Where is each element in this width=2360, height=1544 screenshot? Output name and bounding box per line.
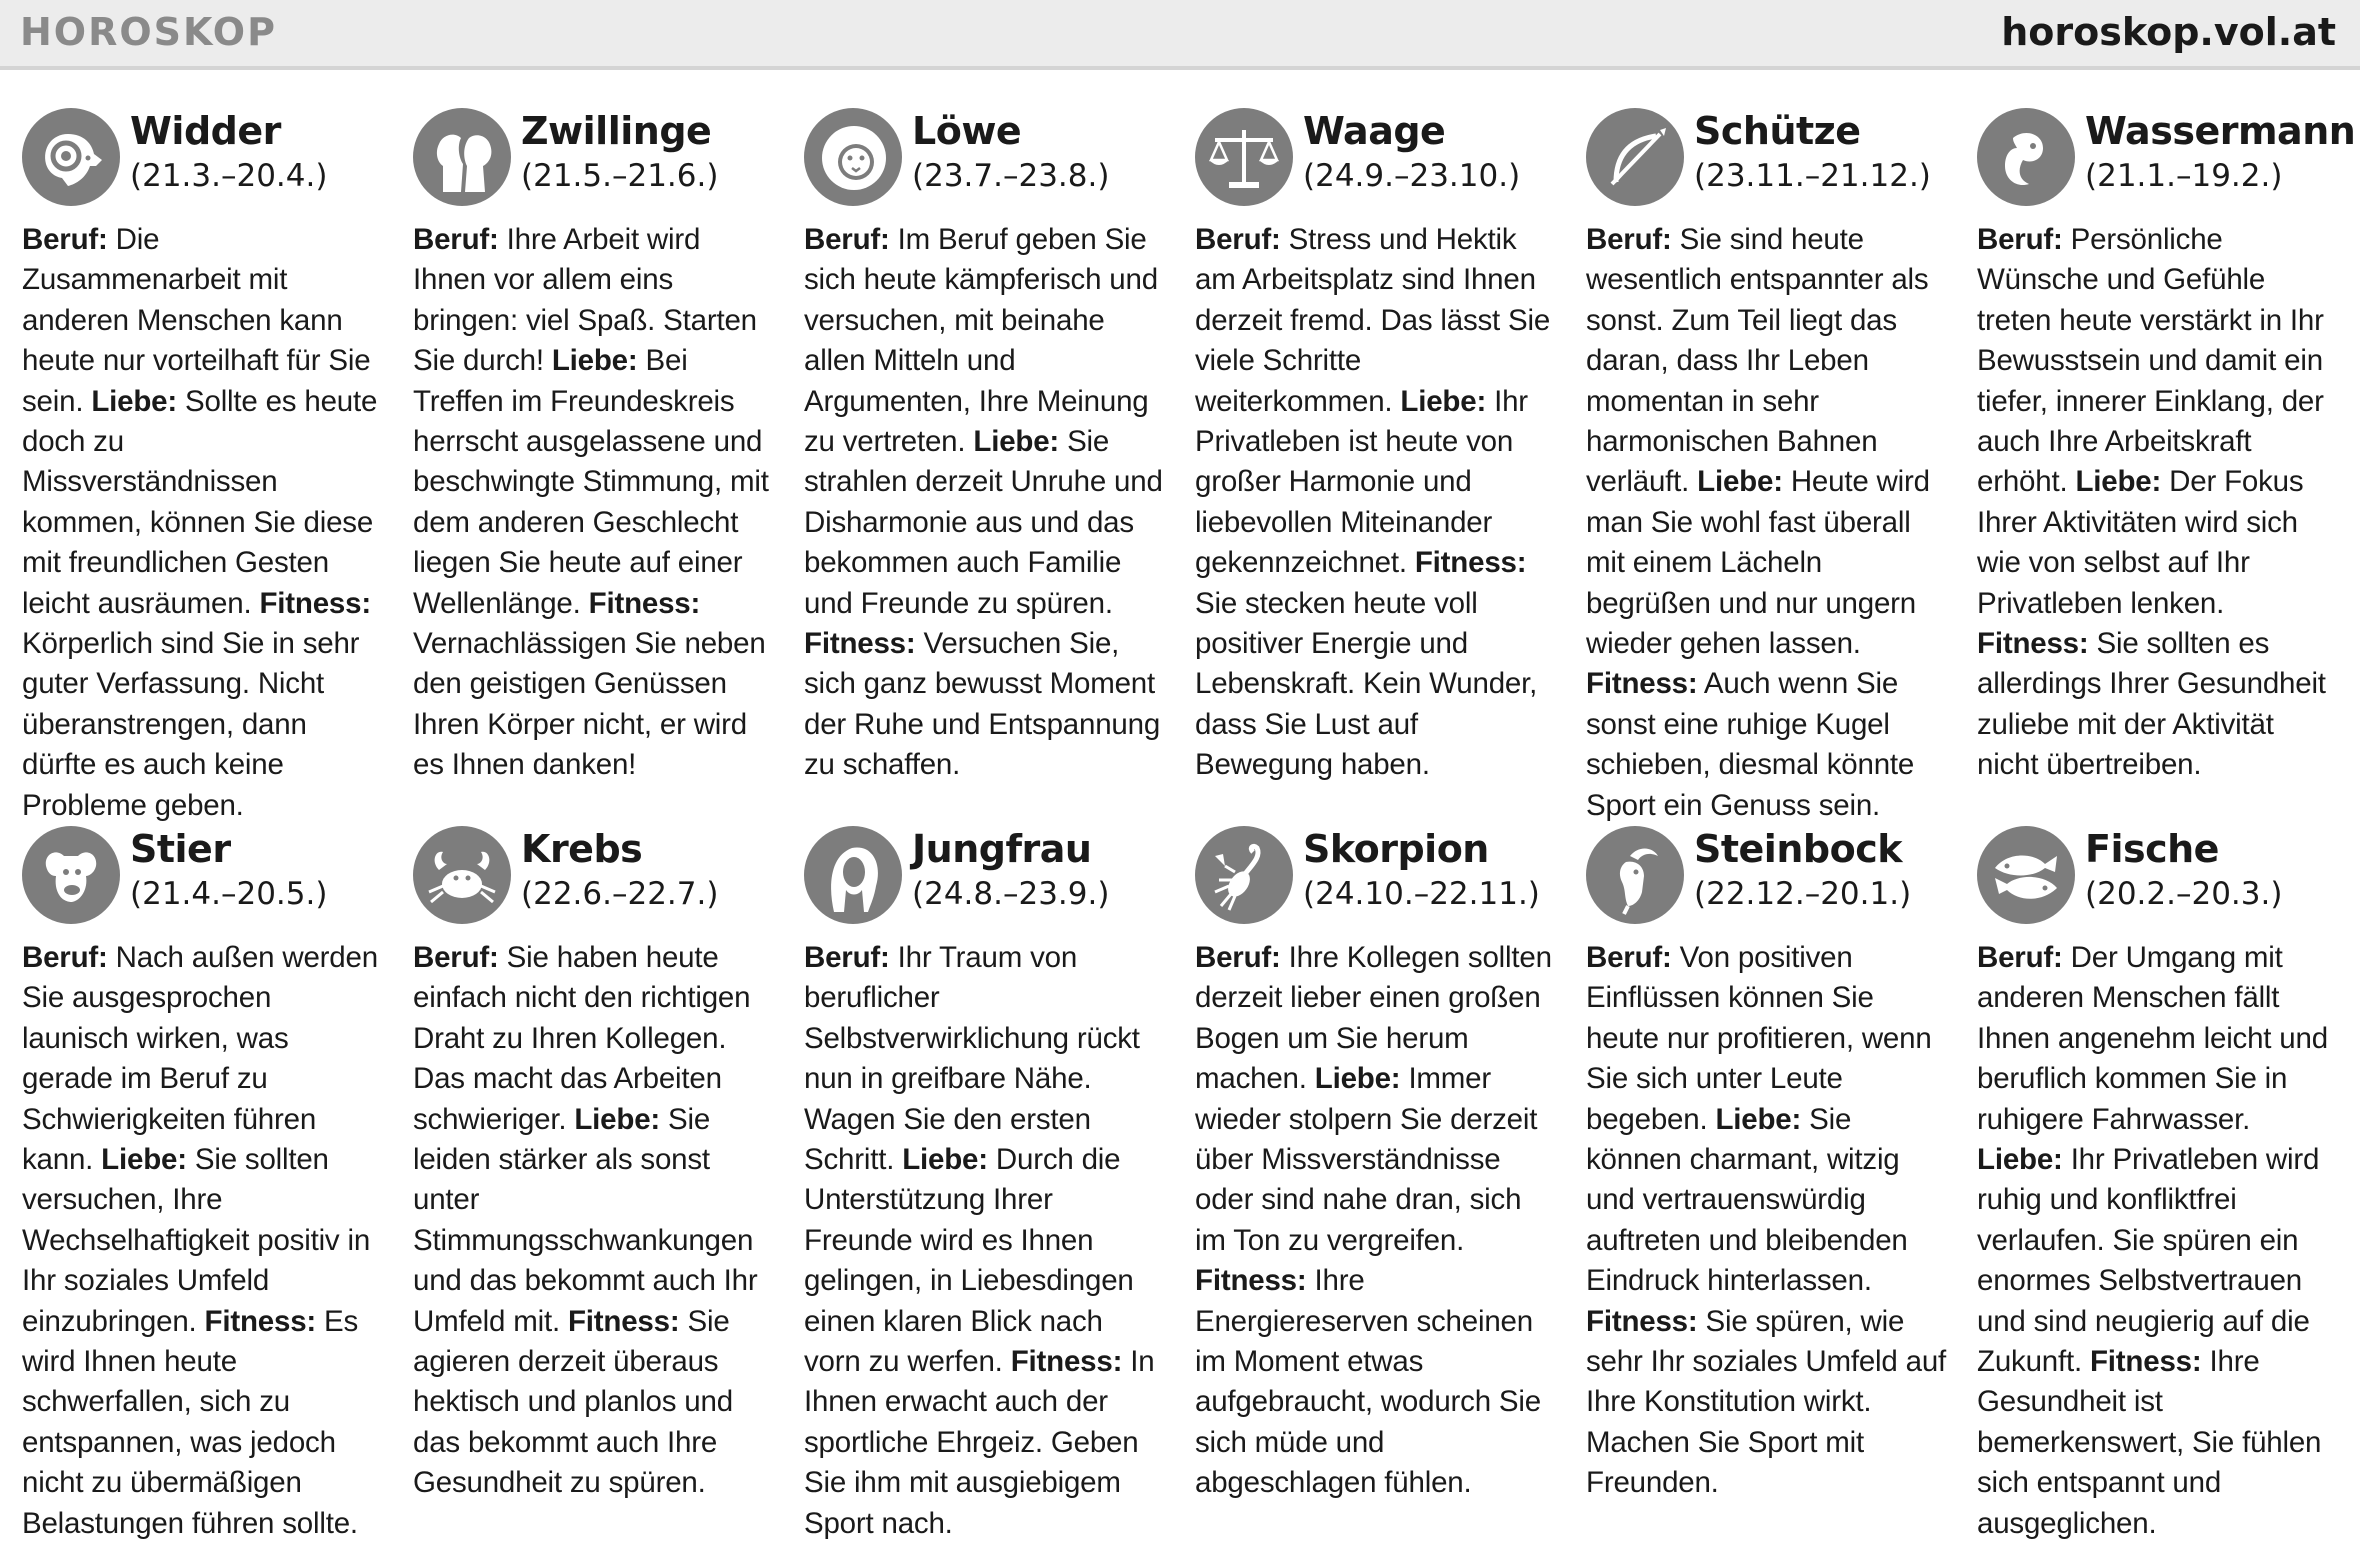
scales-icon bbox=[1195, 108, 1293, 206]
sign-header bbox=[1195, 826, 1557, 938]
sign-dates: (21.5.–21.6.) bbox=[521, 158, 719, 194]
sign-dates: (20.2.–20.3.) bbox=[2085, 876, 2283, 912]
beruf-label: Beruf: bbox=[413, 223, 499, 256]
fitness-text: Auch wenn Sie sonst eine ruhige Kugel schieben, diesmal könnte Sport ein Genuss sein. bbox=[1586, 667, 1915, 822]
sign-name: Fische bbox=[2085, 827, 2219, 871]
beruf-text: Von positiven Einflüssen können Sie heute nur profitieren, wenn Sie sich unter Leute begeben. bbox=[1586, 941, 1932, 1136]
horoscope-text bbox=[22, 220, 384, 826]
sign-krebs bbox=[413, 826, 775, 1504]
liebe-label: Liebe: bbox=[1314, 1062, 1401, 1096]
fitness-label: Fitness: bbox=[567, 1304, 680, 1338]
sign-name: Zwillinge bbox=[521, 109, 712, 153]
liebe-label: Liebe: bbox=[1977, 1143, 2063, 1177]
sign-dates: (21.4.–20.5.) bbox=[130, 876, 328, 912]
water-bearer-icon bbox=[1977, 108, 2075, 206]
horoscope-text bbox=[1195, 220, 1557, 786]
beruf-text: Persönliche Wünsche und Gefühle treten heute verstärkt in Ihr Bewusstsein und damit ein tiefer, innerer Einklang, der auch Ihre Arbeitskraft erhöht. bbox=[1977, 223, 2324, 499]
liebe-text: Sie sollten versuchen, Ihre Wechselhaftigkeit positiv in Ihr soziales Umfeld einzubringen. bbox=[22, 1143, 371, 1338]
liebe-label: Liebe: bbox=[574, 1102, 661, 1136]
liebe-text: Der Fokus Ihrer Aktivitäten wird sich wie von selbst auf Ihr Privatleben lenken. bbox=[1977, 465, 2304, 620]
horoscope-text bbox=[1977, 220, 2339, 786]
beruf-label: Beruf: bbox=[1195, 941, 1281, 974]
sign-header bbox=[1977, 826, 2339, 938]
horoscope-text bbox=[1977, 938, 2339, 1544]
sign-dates: (24.8.–23.9.) bbox=[912, 876, 1110, 912]
sign-fische bbox=[1977, 826, 2339, 1544]
fitness-label: Fitness: bbox=[1977, 627, 2089, 661]
page-header bbox=[0, 0, 2360, 70]
sign-dates: (24.10.–22.11.) bbox=[1303, 876, 1540, 912]
sign-name: Jungfrau bbox=[912, 827, 1092, 871]
sign-dates: (22.6.–22.7.) bbox=[521, 876, 719, 912]
horoscope-text bbox=[804, 220, 1166, 786]
fitness-text: Ihre Gesundheit ist bemerkenswert, Sie fühlen sich entspannt und ausgeglichen. bbox=[1977, 1345, 2322, 1540]
beruf-text: Der Umgang mit anderen Menschen fällt Ihnen angenehm leicht und beruflich kommen Sie in ruhigere Fahrwasser. bbox=[1977, 941, 2328, 1136]
sign-wassermann bbox=[1977, 108, 2356, 786]
fitness-text: Sie agieren derzeit überaus hektisch und planlos und das bekommt auch Ihre Gesundheit zu spüren. bbox=[413, 1304, 733, 1500]
fitness-text: Es wird Ihnen heute schwerfallen, sich zu entspannen, was jedoch nicht zu übermäßigen Belastungen führen sollte. bbox=[22, 1304, 359, 1540]
beruf-label: Beruf: bbox=[413, 941, 499, 974]
liebe-label: Liebe: bbox=[902, 1143, 988, 1177]
sign-dates: (23.11.–21.12.) bbox=[1694, 158, 1931, 194]
sign-header bbox=[413, 826, 775, 938]
sign-dates: (21.3.–20.4.) bbox=[130, 158, 328, 194]
sign-dates: (23.7.–23.8.) bbox=[912, 158, 1110, 194]
lion-icon bbox=[804, 108, 902, 206]
sign-name: Löwe bbox=[912, 109, 1022, 153]
sign-header bbox=[22, 108, 384, 220]
section-title: HOROSKOP bbox=[20, 10, 277, 54]
liebe-label: Liebe: bbox=[1715, 1102, 1802, 1136]
beruf-label: Beruf: bbox=[1977, 941, 2063, 974]
beruf-text: Ihre Kollegen sollten derzeit lieber einen großen Bogen um Sie herum machen. bbox=[1195, 941, 1552, 1096]
liebe-label: Liebe: bbox=[2075, 465, 2162, 499]
sign-widder bbox=[22, 108, 384, 826]
liebe-label: Liebe: bbox=[1400, 384, 1487, 418]
fitness-label: Fitness: bbox=[1586, 667, 1698, 701]
sign-name: Steinbock bbox=[1694, 827, 1902, 871]
scorpion-icon bbox=[1195, 826, 1293, 924]
liebe-text: Durch die Unterstützung Ihrer Freunde wird es Ihnen gelingen, in Liebesdingen einen klaren Blick nach vorn zu werfen. bbox=[804, 1143, 1134, 1379]
sign-header bbox=[1195, 108, 1557, 220]
fitness-label: Fitness: bbox=[804, 627, 916, 661]
liebe-text: Immer wieder stolpern Sie derzeit über Missverständnisse oder sind nahe dran, sich im Ton zu vergreifen. bbox=[1195, 1062, 1538, 1257]
sign-header bbox=[1977, 108, 2356, 220]
liebe-text: Sie leiden stärker als sonst unter Stimmungsschwankungen und das bekommt auch Ihr Umfeld mit. bbox=[413, 1102, 758, 1338]
fitness-label: Fitness: bbox=[1586, 1304, 1698, 1338]
liebe-text: Sie können charmant, witzig und vertrauenswürdig auftreten und bleibenden Eindruck hinterlassen. bbox=[1586, 1102, 1908, 1298]
beruf-label: Beruf: bbox=[1586, 223, 1672, 256]
bull-icon bbox=[22, 826, 120, 924]
beruf-text: Nach außen werden Sie ausgesprochen launisch wirken, was gerade im Beruf zu Schwierigkeiten führen kann. bbox=[22, 941, 378, 1177]
horoscope-text bbox=[1195, 938, 1557, 1504]
sign-steinbock bbox=[1586, 826, 1948, 1504]
liebe-text: Ihr Privatleben ist heute von großer Harmonie und liebevollen Miteinander gekennzeichnet. bbox=[1195, 384, 1528, 580]
twins-icon bbox=[413, 108, 511, 206]
liebe-text: Sie strahlen derzeit Unruhe und Disharmonie aus und das bekommen auch Familie und Freunde zu spüren. bbox=[804, 425, 1163, 620]
beruf-label: Beruf: bbox=[22, 223, 108, 256]
beruf-label: Beruf: bbox=[804, 223, 890, 256]
beruf-label: Beruf: bbox=[1977, 223, 2063, 256]
sign-waage bbox=[1195, 108, 1557, 786]
horoscope-text bbox=[413, 938, 775, 1504]
horoscope-text bbox=[804, 938, 1166, 1544]
beruf-text: Im Beruf geben Sie sich heute kämpferisch und versuchen, mit beinahe allen Mitteln und Argumenten, Ihre Meinung zu vertreten. bbox=[804, 223, 1158, 459]
fitness-label: Fitness: bbox=[588, 586, 701, 620]
sign-name: Schütze bbox=[1694, 109, 1861, 153]
sign-header bbox=[22, 826, 384, 938]
fish-icon bbox=[1977, 826, 2075, 924]
fitness-label: Fitness: bbox=[259, 586, 371, 620]
sign-header bbox=[804, 108, 1166, 220]
beruf-text: Stress und Hektik am Arbeitsplatz sind Ihnen derzeit fremd. Das lässt Sie viele Schritte weiterkommen. bbox=[1195, 223, 1551, 418]
sign-zwillinge bbox=[413, 108, 775, 786]
fitness-text: Sie spüren, wie sehr Ihr soziales Umfeld auf Ihre Konstitution wirkt. Machen Sie Sport mit Freunden. bbox=[1586, 1304, 1947, 1500]
sign-loewe bbox=[804, 108, 1166, 786]
horoscope-text bbox=[1586, 938, 1948, 1504]
fitness-text: Körperlich sind Sie in sehr guter Verfassung. Nicht überanstrengen, dann dürfte es auch keine Probleme geben. bbox=[22, 627, 360, 822]
sign-header bbox=[804, 826, 1166, 938]
sign-name: Wassermann bbox=[2085, 109, 2356, 153]
beruf-text: Sie sind heute wesentlich entspannter als sonst. Zum Teil liegt das daran, dass Ihr Leben momentan in sehr harmonischen Bahnen verläuft. bbox=[1586, 223, 1929, 499]
liebe-label: Liebe: bbox=[91, 384, 178, 418]
fitness-text: Versuchen Sie, sich ganz bewusst Moment der Ruhe und Entspannung zu schaffen. bbox=[804, 627, 1161, 782]
liebe-text: Sollte es heute doch zu Missverständnissen kommen, können Sie diese mit freundlichen Gesten leicht ausräumen. bbox=[22, 384, 378, 620]
fitness-label: Fitness: bbox=[1195, 1264, 1307, 1298]
sign-skorpion bbox=[1195, 826, 1557, 1504]
fitness-label: Fitness: bbox=[2089, 1345, 2202, 1379]
sign-schuetze bbox=[1586, 108, 1948, 826]
beruf-label: Beruf: bbox=[22, 941, 108, 974]
horoscope-text bbox=[1586, 220, 1948, 826]
horoscope-text bbox=[413, 220, 775, 786]
fitness-text: Ihre Energiereserven scheinen im Moment etwas aufgebraucht, wodurch Sie sich müde und abgeschlagen fühlen. bbox=[1195, 1264, 1541, 1500]
sign-name: Skorpion bbox=[1303, 827, 1489, 871]
liebe-label: Liebe: bbox=[1697, 465, 1783, 499]
crab-icon bbox=[413, 826, 511, 924]
sign-name: Waage bbox=[1303, 109, 1446, 153]
fitness-label: Fitness: bbox=[1414, 546, 1527, 580]
beruf-label: Beruf: bbox=[804, 941, 890, 974]
liebe-text: Bei Treffen im Freundeskreis herrscht ausgelassene und beschwingte Stimmung, mit dem anderen Geschlecht liegen Sie heute auf einer Wellenlänge. bbox=[413, 344, 769, 620]
sign-name: Widder bbox=[130, 109, 281, 153]
liebe-text: Heute wird man Sie wohl fast überall mit einem Lächeln begrüßen und nur ungern wieder gehen lassen. bbox=[1586, 465, 1930, 661]
archer-icon bbox=[1586, 108, 1684, 206]
virgin-icon bbox=[804, 826, 902, 924]
sign-jungfrau bbox=[804, 826, 1166, 1544]
fitness-text: Sie sollten es allerdings Ihrer Gesundheit zuliebe mit der Aktivität nicht übertreiben. bbox=[1977, 627, 2326, 782]
fitness-label: Fitness: bbox=[204, 1304, 317, 1338]
sign-dates: (24.9.–23.10.) bbox=[1303, 158, 1521, 194]
site-url[interactable]: horoskop.vol.at bbox=[2001, 10, 2336, 54]
sign-stier bbox=[22, 826, 384, 1544]
beruf-text: Sie haben heute einfach nicht den richtigen Draht zu Ihren Kollegen. Das macht das Arbeiten schwieriger. bbox=[413, 941, 751, 1136]
fitness-text: In Ihnen erwacht auch der sportliche Ehrgeiz. Geben Sie ihm mit ausgiebigem Sport nach. bbox=[804, 1345, 1155, 1540]
sign-header bbox=[413, 108, 775, 220]
capricorn-icon bbox=[1586, 826, 1684, 924]
sign-header bbox=[1586, 108, 1948, 220]
sign-name: Krebs bbox=[521, 827, 643, 871]
liebe-label: Liebe: bbox=[101, 1143, 187, 1177]
beruf-label: Beruf: bbox=[1586, 941, 1672, 974]
sign-name: Stier bbox=[130, 827, 231, 871]
sign-header bbox=[1586, 826, 1948, 938]
beruf-text: Ihr Traum von beruflicher Selbstverwirklichung rückt nun in greifbare Nähe. Wagen Sie den ersten Schritt. bbox=[804, 941, 1140, 1177]
liebe-label: Liebe: bbox=[973, 425, 1060, 459]
liebe-text: Ihr Privatleben wird ruhig und konfliktfrei verlaufen. Sie spüren ein enormes Selbstvertrauen und sind neugierig auf die Zukunft. bbox=[1977, 1143, 2320, 1379]
beruf-text: Ihre Arbeit wird Ihnen vor allem eins bringen: viel Spaß. Starten Sie durch! bbox=[413, 223, 757, 378]
beruf-text: Die Zusammenarbeit mit anderen Menschen kann heute nur vorteilhaft für Sie sein. bbox=[22, 223, 371, 418]
fitness-text: Sie stecken heute voll positiver Energie und Lebenskraft. Kein Wunder, dass Sie Lust auf Bewegung haben. bbox=[1195, 586, 1538, 782]
fitness-label: Fitness: bbox=[1010, 1345, 1123, 1379]
liebe-label: Liebe: bbox=[551, 344, 638, 378]
sign-dates: (22.12.–20.1.) bbox=[1694, 876, 1912, 912]
ram-icon bbox=[22, 108, 120, 206]
fitness-text: Vernachlässigen Sie neben den geistigen Genüssen Ihren Körper nicht, er wird es Ihnen danken! bbox=[413, 627, 766, 782]
sign-dates: (21.1.–19.2.) bbox=[2085, 158, 2283, 194]
horoscope-text bbox=[22, 938, 384, 1544]
beruf-label: Beruf: bbox=[1195, 223, 1281, 256]
